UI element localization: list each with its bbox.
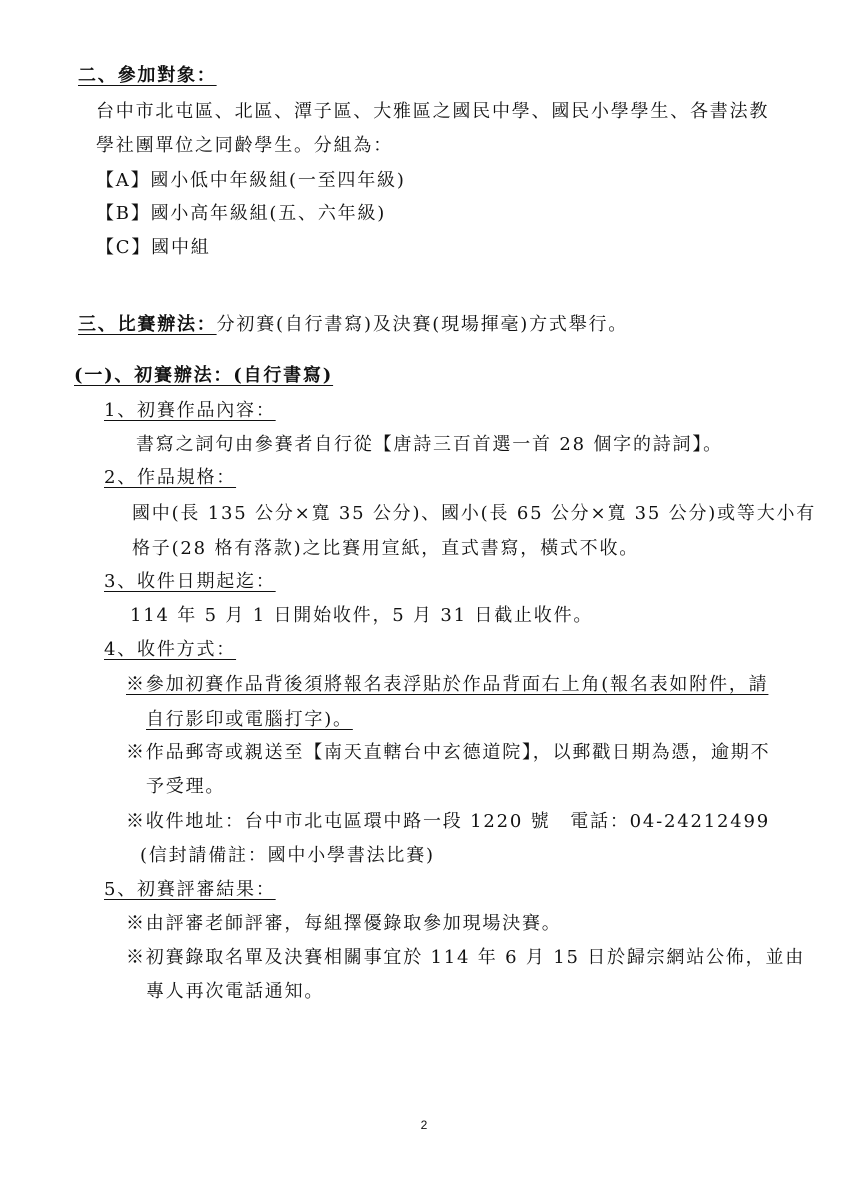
group-a: 【A】國小低中年級組(一至四年級) — [96, 170, 406, 191]
section2-heading: 二、參加對象： — [78, 65, 217, 86]
item4-note1-line1: ※參加初賽作品背後須將報名表浮貼於作品背面右上角(報名表如附件，請 — [126, 674, 769, 695]
section3-heading-line — [78, 313, 628, 337]
item5-note2-line2: 專人再次電話通知。 — [146, 981, 325, 1002]
item3-line1: 114 年 5 月 1 日開始收件，5 月 31 日截止收件。 — [130, 605, 594, 626]
item5-title: 5、初賽評審結果： — [104, 879, 276, 900]
item5-note1: ※由評審老師評審，每組擇優錄取參加現場決賽。 — [126, 913, 562, 934]
item5-note2-line1: ※初賽錄取名單及決賽相關事宜於 114 年 6 月 15 日於歸宗網站公佈，並由 — [126, 947, 806, 968]
item1-title: 1、初賽作品內容： — [104, 400, 276, 421]
item4-note2-line2: 予受理。 — [146, 776, 226, 797]
section2-body-line1: 台中市北屯區、北區、潭子區、大雅區之國民中學、國民小學學生、各書法教 — [96, 101, 770, 122]
item4-title: 4、收件方式： — [104, 639, 237, 660]
item2-line1: 國中(長 135 公分×寬 35 公分)、國小(長 65 公分×寬 35 公分)或等大小有 — [132, 503, 817, 524]
item2-title: 2、作品規格： — [104, 467, 237, 488]
group-b: 【B】國小高年級組(五、六年級) — [96, 203, 387, 224]
item2-line2: 格子(28 格有落款)之比賽用宣紙，直式書寫，橫式不收。 — [132, 538, 640, 559]
item3-title: 3、收件日期起迄： — [104, 571, 276, 592]
item4-address: ※收件地址：台中市北屯區環中路一段 1220 號 電話：04-24212499 — [126, 811, 771, 832]
page-number: 2 — [420, 1118, 428, 1132]
subsection1-heading: (一)、初賽辦法：(自行書寫) — [74, 365, 334, 386]
section2-body-line2: 學社團單位之同齡學生。分組為： — [96, 135, 393, 156]
section3-heading: 三、比賽辦法： — [78, 314, 217, 335]
section3-heading-rest: 分初賽(自行書寫)及決賽(現場揮毫)方式舉行。 — [216, 314, 629, 335]
group-c: 【C】國中組 — [96, 237, 211, 258]
item4-note2-line1: ※作品郵寄或親送至【南天直轄台中玄德道院】，以郵戳日期為憑，逾期不 — [126, 742, 771, 763]
item4-envelope-note: (信封請備註：國中小學書法比賽) — [140, 845, 435, 866]
item1-line1: 書寫之詞句由參賽者自行從【唐詩三百首選一首 28 個字的詩詞】。 — [136, 434, 723, 455]
item4-note1-line2: 自行影印或電腦打字)。 — [146, 709, 353, 730]
